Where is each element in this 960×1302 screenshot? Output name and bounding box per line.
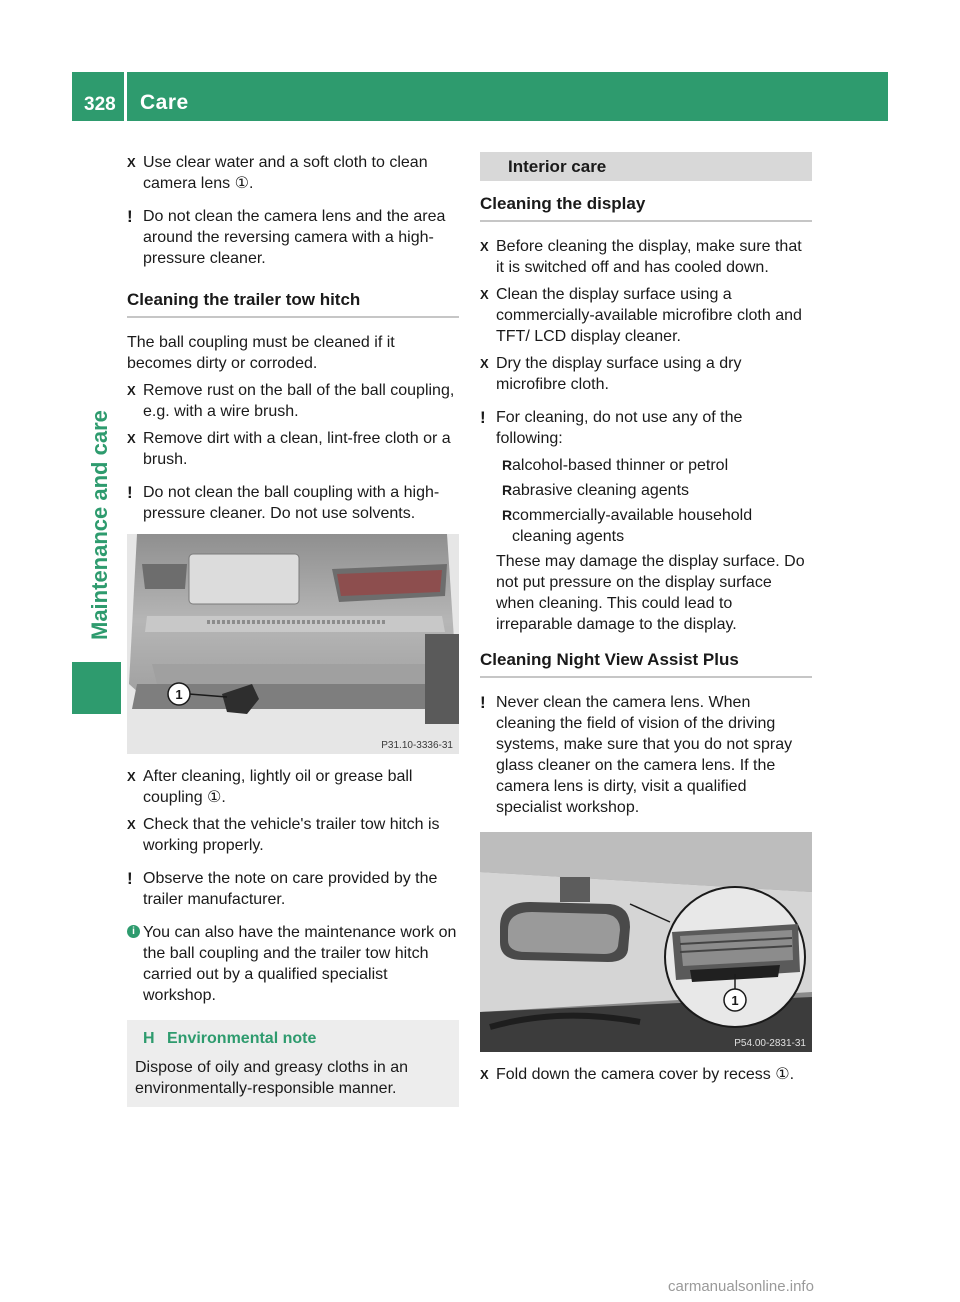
warning-note xyxy=(480,407,812,449)
warning-note xyxy=(127,206,459,269)
list-item-text: abrasive cleaning agents xyxy=(512,482,690,499)
list-item xyxy=(480,505,812,547)
warning-note xyxy=(127,482,459,524)
step-marker-icon: X xyxy=(480,356,489,371)
step-item xyxy=(127,152,459,194)
trailer-hitch-figure xyxy=(127,534,459,754)
step-text: Remove rust on the ball of the ball coupling, e.g. with a wire brush. xyxy=(143,382,455,420)
list-item xyxy=(480,480,812,501)
night-view-camera-illustration xyxy=(480,832,812,1052)
trailer-hitch-illustration xyxy=(127,534,459,754)
warning-note xyxy=(127,868,459,910)
figure-callout: 1 xyxy=(731,993,739,1008)
paragraph: These may damage the display surface. Do not put pressure on the display surface when cleaning. This could lead to irreparable damage to the display. xyxy=(496,553,805,633)
step-text: Check that the vehicle's trailer tow hitch is working properly. xyxy=(143,816,440,854)
paragraph: The ball coupling must be cleaned if it becomes dirty or corroded. xyxy=(127,334,395,372)
section-heading: Cleaning the display xyxy=(480,193,812,222)
side-tab-block xyxy=(72,662,121,714)
step-marker-icon: X xyxy=(127,817,136,832)
warning-icon: ! xyxy=(480,408,486,427)
step-text: Fold down the camera cover by recess ①. xyxy=(496,1066,795,1083)
warning-icon: ! xyxy=(127,483,133,502)
night-view-camera-figure xyxy=(480,832,812,1052)
step-item xyxy=(480,236,812,278)
figure-callout: 1 xyxy=(175,687,183,702)
left-column xyxy=(127,152,459,1107)
step-text: Dry the display surface using a dry microfibre cloth. xyxy=(496,355,742,393)
step-marker-icon: X xyxy=(127,383,136,398)
warning-text: Do not clean the ball coupling with a high-pressure cleaner. Do not use solvents. xyxy=(143,484,440,522)
step-marker-icon: X xyxy=(127,431,136,446)
header-bar xyxy=(72,72,888,121)
step-item xyxy=(127,428,459,470)
step-text: After cleaning, lightly oil or grease ball coupling ①. xyxy=(143,768,413,806)
figure-code: P54.00-2831-31 xyxy=(734,1038,806,1049)
environmental-note-text: Dispose of oily and greasy cloths in an environmentally-responsible manner. xyxy=(135,1059,409,1097)
step-text: Clean the display surface using a commercially-available microfibre cloth and TFT/ LCD display cleaner. xyxy=(496,286,802,345)
list-item-text: alcohol-based thinner or petrol xyxy=(512,457,729,474)
step-item xyxy=(480,284,812,347)
environmental-note-box xyxy=(127,1020,459,1107)
side-tab-label: Maintenance and care xyxy=(87,410,112,640)
bullet-marker-icon: R xyxy=(502,507,513,523)
step-item xyxy=(127,766,459,808)
step-marker-icon: X xyxy=(480,287,489,302)
info-note xyxy=(127,922,459,1006)
page-number: 328 xyxy=(84,94,116,115)
environmental-note-heading: Environmental note xyxy=(167,1030,317,1047)
section-heading: Cleaning Night View Assist Plus xyxy=(480,649,812,678)
step-marker-icon: X xyxy=(480,1067,489,1082)
step-item xyxy=(480,1064,812,1085)
step-marker-icon: X xyxy=(480,239,489,254)
leaf-icon: H xyxy=(143,1030,155,1047)
warning-text: Observe the note on care provided by the trailer manufacturer. xyxy=(143,870,438,908)
step-text: Use clear water and a soft cloth to clean camera lens ①. xyxy=(143,154,428,192)
figure-code: P31.10-3336-31 xyxy=(381,740,453,751)
step-text: Remove dirt with a clean, lint-free cloth or a brush. xyxy=(143,430,451,468)
right-column xyxy=(480,152,812,1091)
watermark: carmanualsonline.info xyxy=(668,1278,814,1295)
page-title: Care xyxy=(140,91,189,114)
warning-icon: ! xyxy=(127,207,133,226)
step-marker-icon: X xyxy=(127,155,136,170)
step-item xyxy=(127,814,459,856)
list-item-text: commercially-available household cleaning agents xyxy=(512,507,753,545)
warning-note xyxy=(480,692,812,818)
environmental-note-title xyxy=(135,1028,451,1049)
step-marker-icon: X xyxy=(127,769,136,784)
list-item xyxy=(480,455,812,476)
warning-icon: ! xyxy=(480,693,486,712)
warning-text: For cleaning, do not use any of the following: xyxy=(496,409,743,447)
warning-text: Do not clean the camera lens and the area around the reversing camera with a high-pressure cleaner. xyxy=(143,208,446,267)
info-text: You can also have the maintenance work on the ball coupling and the trailer tow hitch carried out by a qualified specialist workshop. xyxy=(143,924,457,1004)
step-item xyxy=(480,353,812,395)
warning-icon: ! xyxy=(127,869,133,888)
section-heading: Cleaning the trailer tow hitch xyxy=(127,289,459,318)
bullet-marker-icon: R xyxy=(502,482,513,498)
step-item xyxy=(127,380,459,422)
warning-text: Never clean the camera lens. When cleaning the field of vision of the driving systems, make sure that you do not spray glass cleaner on the camera lens. If the camera lens is dirty, visit a qualified specialist workshop. xyxy=(496,694,793,816)
header-divider xyxy=(124,72,127,121)
chapter-bar-heading: Interior care xyxy=(480,152,812,181)
bullet-marker-icon: R xyxy=(502,457,513,473)
step-text: Before cleaning the display, make sure that it is switched off and has cooled down. xyxy=(496,238,802,276)
info-icon: i xyxy=(127,925,140,938)
